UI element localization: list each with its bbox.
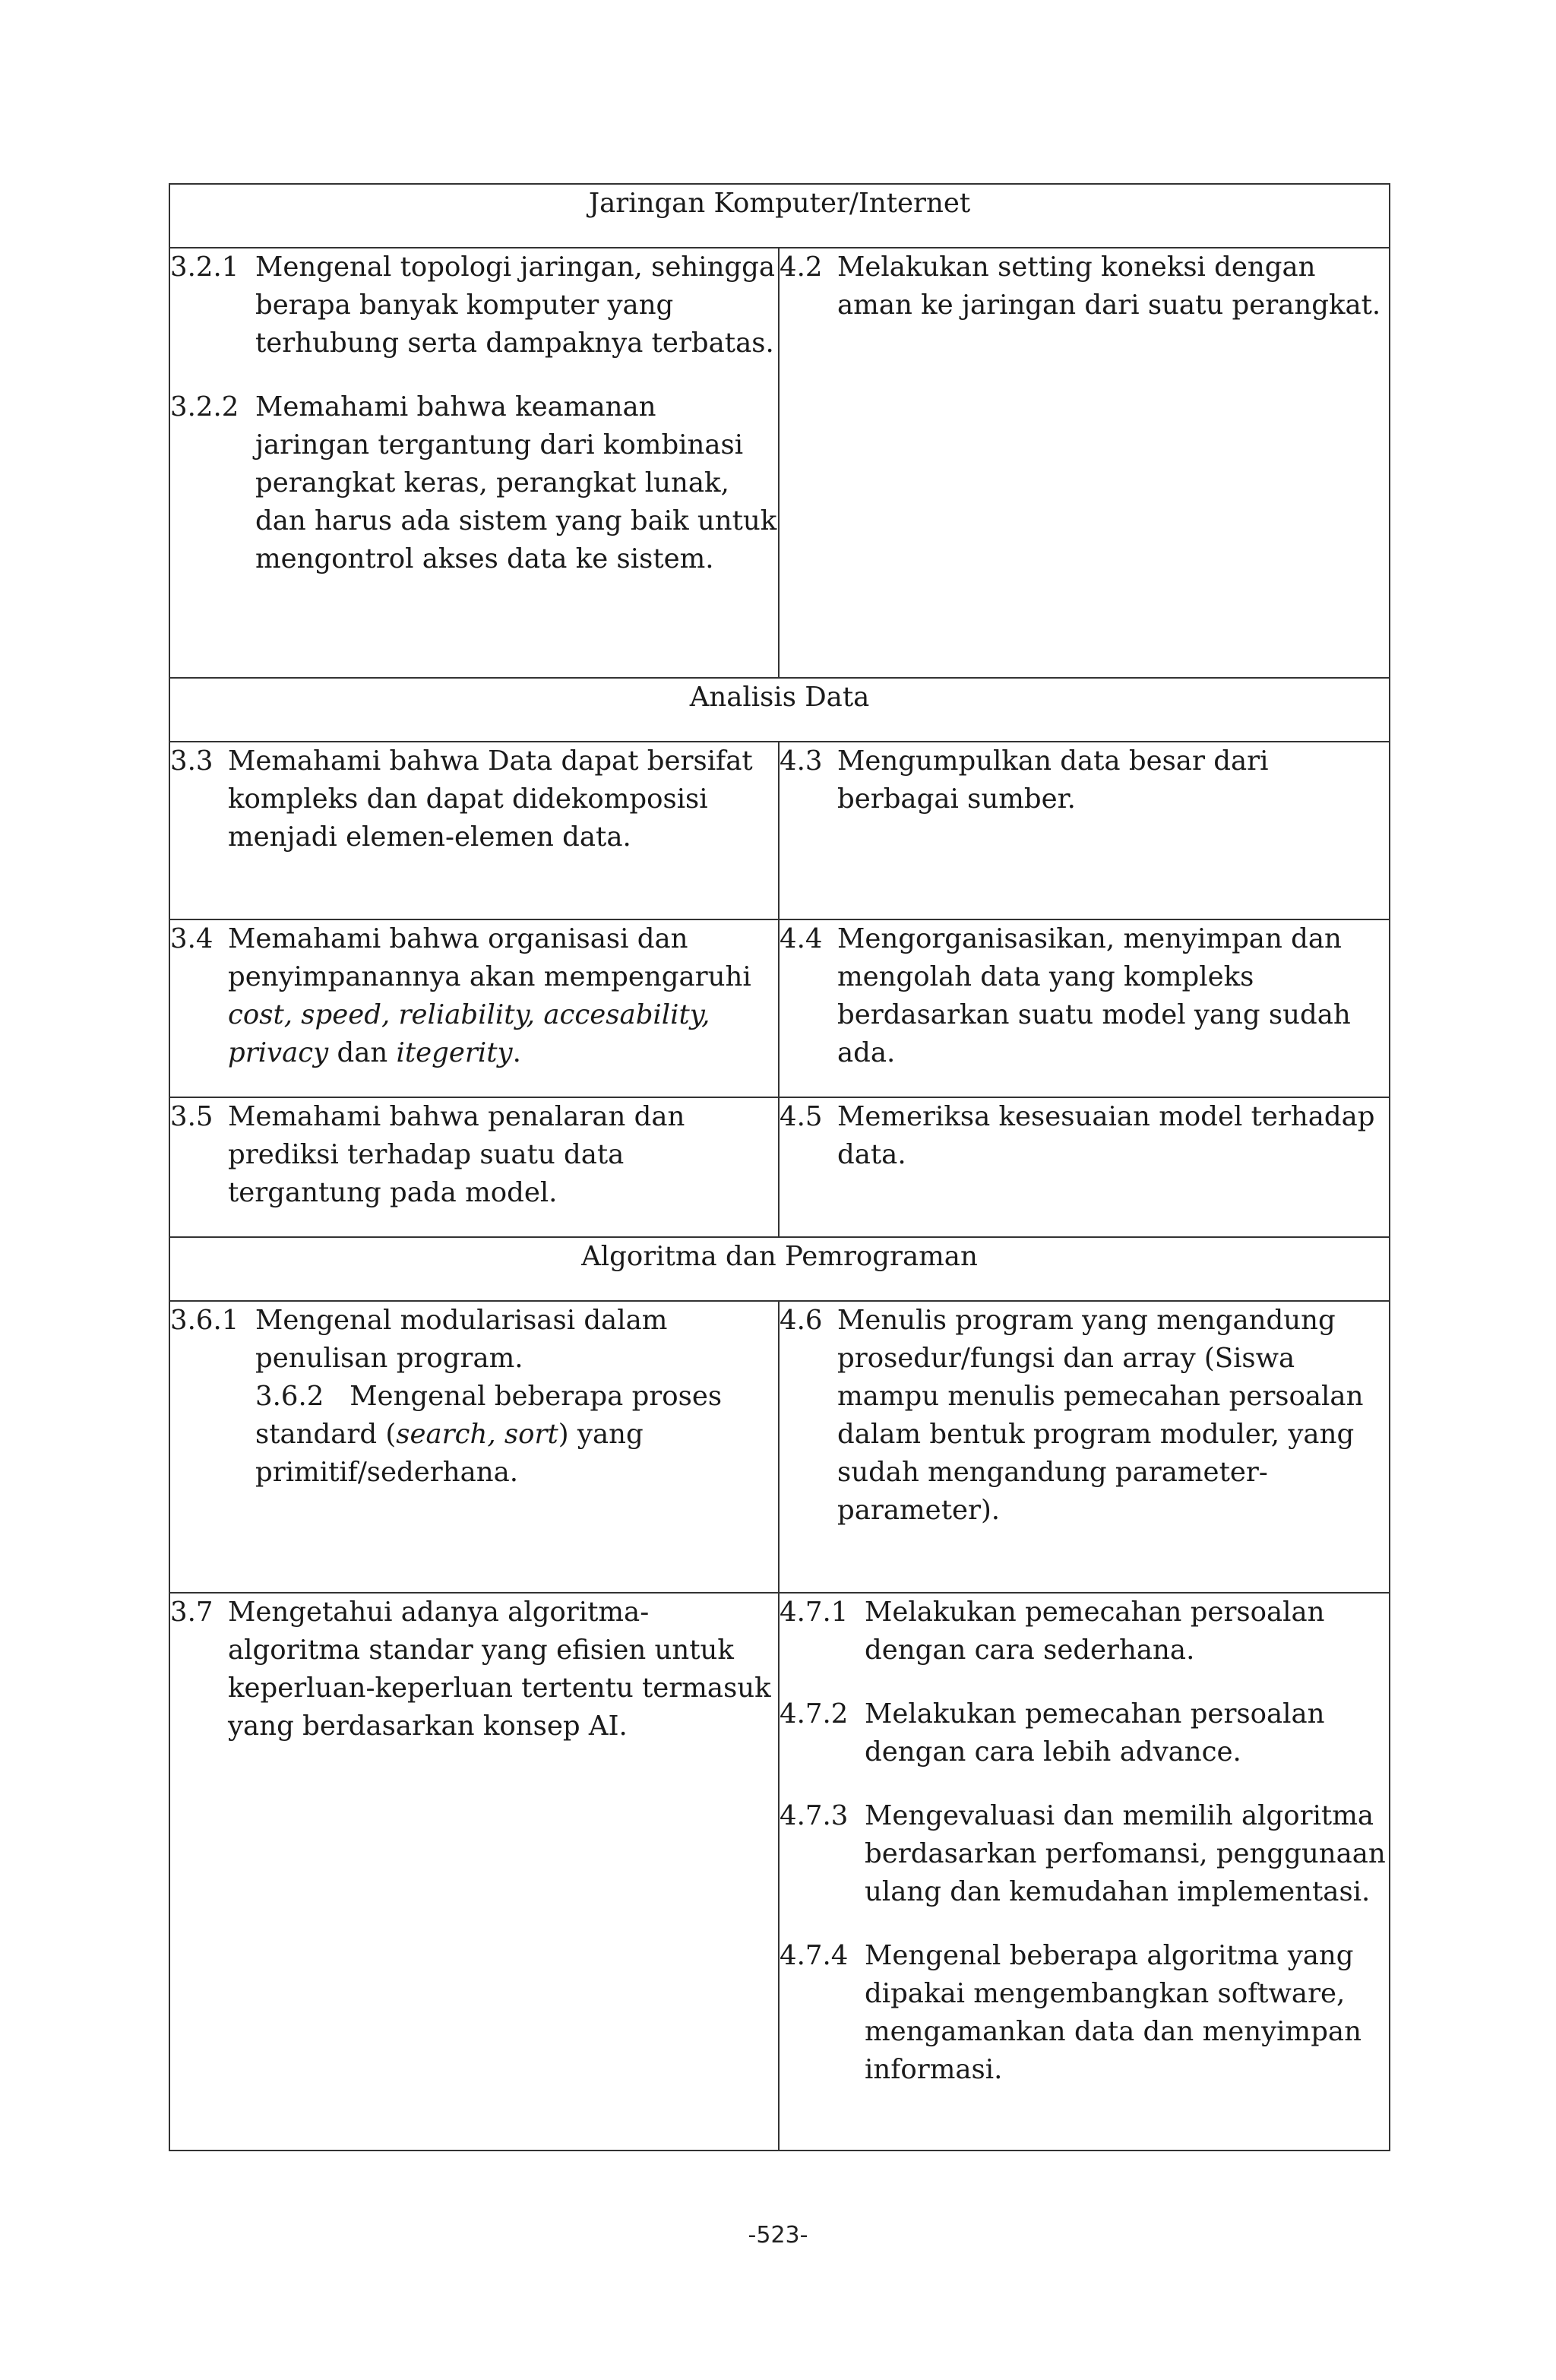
kd-text: Melakukan pemecahan persoalan dengan cara sederhana.	[865, 1597, 1325, 1666]
kd-text: Mengevaluasi dan memilih algoritma berdasarkan perfomansi, penggunaan ulang dan kemudahan implementasi.	[865, 1800, 1386, 1907]
kd-number: 4.4	[780, 923, 823, 954]
kd-text: Mengenal topologi jaringan, sehingga berapa banyak komputer yang terhubung serta dampaknya terbatas.	[255, 252, 776, 359]
kd-cell-3-5	[169, 1097, 779, 1237]
kd-item-4-2	[780, 248, 1389, 324]
kd-item-4-7-1	[780, 1594, 1389, 1669]
kd-text: Memahami bahwa keamanan jaringan tergantung dari kombinasi perangkat keras, perangkat lunak, dan harus ada sistem yang baik untuk mengontrol akses data ke sistem.	[255, 391, 777, 574]
kd-item-4-5	[780, 1098, 1389, 1174]
kd-item-3-4	[170, 920, 778, 1072]
kd-text: Memahami bahwa organisasi dan penyimpanannya akan mempengaruhi cost, speed, reliability, accesability, privacy dan itegerity.	[228, 923, 751, 1068]
kd-text: Mengenal beberapa algoritma yang dipakai mengembangkan software, mengamankan data dan menyimpan informasi.	[865, 1940, 1362, 2085]
kd-item-3-2-1	[170, 248, 778, 362]
kd-item-3-7	[170, 1594, 778, 1745]
kd-cell-3-4	[169, 919, 779, 1097]
table-row	[169, 1593, 1390, 2151]
kd-number: 3.5	[170, 1101, 213, 1132]
kd-subitem-3-6-2: 3.6.2 Mengenal beberapa proses standard (search, sort) yang primitif/sederhana.	[255, 1381, 723, 1488]
kd-text: Mengetahui adanya algoritma-algoritma standar yang efisien untuk keperluan-keperluan tertentu termasuk yang berdasarkan konsep AI.	[228, 1597, 771, 1742]
kd-text: Mengumpulkan data besar dari berbagai sumber.	[837, 745, 1269, 815]
kd-number: 4.2	[780, 252, 823, 283]
kd-item-4-3	[780, 742, 1389, 818]
kd-item-4-4	[780, 920, 1389, 1072]
kd-number: 4.6	[780, 1305, 823, 1336]
kd-cell-4-6	[779, 1301, 1390, 1593]
kd-number: 3.3	[170, 745, 213, 777]
kd-cell-4-4	[779, 919, 1390, 1097]
kd-number: 3.6.1	[170, 1305, 239, 1336]
table-row	[169, 1097, 1390, 1237]
kd-cell-4-3	[779, 742, 1390, 919]
section-header-jaringan: Jaringan Komputer/Internet	[169, 184, 1390, 248]
kd-cell-3-2	[169, 248, 779, 678]
kd-cell-4-2	[779, 248, 1390, 678]
section-header-analisis: Analisis Data	[169, 678, 1390, 742]
kd-item-3-3	[170, 742, 778, 856]
kd-item-3-2-2	[170, 388, 778, 578]
kd-item-4-7-2	[780, 1695, 1389, 1771]
kd-item-4-6	[780, 1302, 1389, 1530]
kd-text: Mengenal modularisasi dalam penulisan program. 3.6.2 Mengenal beberapa proses standard (search, sort) yang primitif/sederhana.	[255, 1305, 723, 1488]
kd-number: 4.7.1	[780, 1597, 849, 1628]
kd-text: Memeriksa kesesuaian model terhadap data.	[837, 1101, 1375, 1170]
page-number: -523-	[748, 2222, 808, 2249]
table-row	[169, 248, 1390, 678]
kd-cell-4-7	[779, 1593, 1390, 2151]
kd-text: Menulis program yang mengandung prosedur/fungsi dan array (Siswa mampu menulis pemecahan persoalan dalam bentuk program moduler, yang sudah mengandung parameter-parameter).	[837, 1305, 1364, 1526]
kd-cell-4-5	[779, 1097, 1390, 1237]
kd-number: 3.4	[170, 923, 213, 954]
kd-text: Memahami bahwa penalaran dan prediksi terhadap suatu data tergantung pada model.	[228, 1101, 685, 1208]
kd-number: 4.5	[780, 1101, 823, 1132]
kd-text: Melakukan pemecahan persoalan dengan cara lebih advance.	[865, 1698, 1325, 1768]
competency-table	[169, 183, 1390, 2151]
kd-number: 4.7.4	[780, 1940, 849, 1971]
table-row	[169, 742, 1390, 919]
kd-item-4-7-3	[780, 1797, 1389, 1911]
kd-cell-3-3	[169, 742, 779, 919]
kd-number: 4.3	[780, 745, 823, 777]
kd-number: 3.2.2	[170, 391, 239, 423]
table-row	[169, 1301, 1390, 1593]
kd-number: 3.7	[170, 1597, 213, 1628]
section-header-algoritma: Algoritma dan Pemrograman	[169, 1237, 1390, 1301]
kd-text: Melakukan setting koneksi dengan aman ke jaringan dari suatu perangkat.	[837, 252, 1381, 321]
kd-item-4-7-4	[780, 1937, 1389, 2089]
kd-item-3-5	[170, 1098, 778, 1212]
kd-cell-3-6	[169, 1301, 779, 1593]
kd-cell-3-7	[169, 1593, 779, 2151]
kd-text: Mengorganisasikan, menyimpan dan mengolah data yang kompleks berdasarkan suatu model yang sudah ada.	[837, 923, 1351, 1068]
kd-number: 4.7.3	[780, 1800, 849, 1831]
table-row	[169, 919, 1390, 1097]
kd-number: 4.7.2	[780, 1698, 849, 1730]
kd-number: 3.2.1	[170, 252, 239, 283]
kd-text: Memahami bahwa Data dapat bersifat kompleks dan dapat didekomposisi menjadi elemen-elemen data.	[228, 745, 753, 853]
kd-item-3-6-1	[170, 1302, 778, 1492]
